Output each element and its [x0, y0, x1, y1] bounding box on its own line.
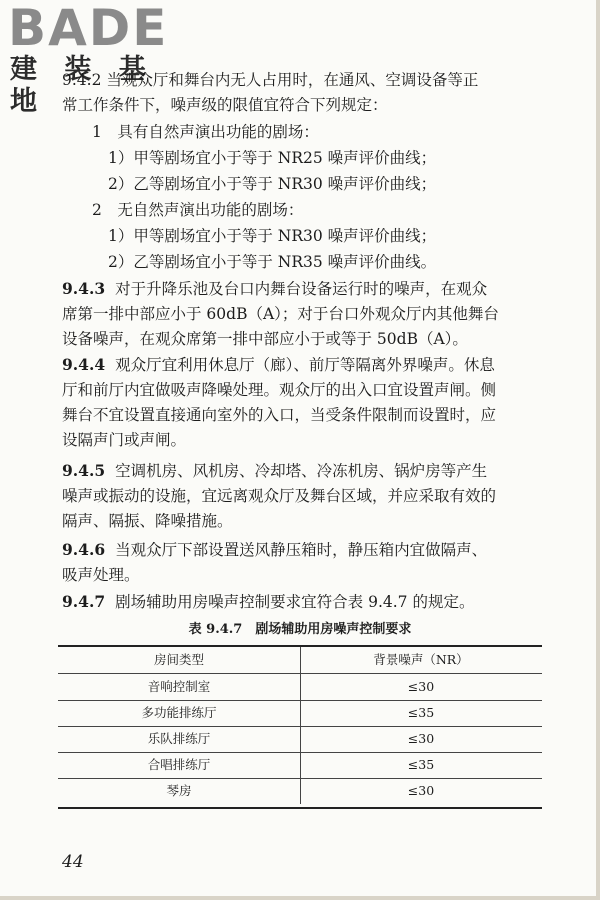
clause-944-line2: 厅和前厅内宜做吸声降噪处理。观众厅的出入口宜设置声闸。侧: [62, 381, 497, 399]
page-number: 44: [62, 852, 84, 872]
logo-brand: BADE: [8, 0, 169, 57]
room-type-cell: 合唱排练厅: [58, 752, 301, 778]
clause-945-line2: 噪声或振动的设施，宜远离观众厅及舞台区域，并应采取有效的: [62, 487, 497, 505]
room-type-cell: 多功能排练厅: [58, 700, 301, 726]
clause-944-number: 9.4.4: [62, 355, 106, 374]
item-1: 1 具有自然声演出功能的剧场：: [92, 123, 319, 141]
item-2-2: 2）乙等剧场宜小于等于 NR35 噪声评价曲线。: [108, 253, 437, 271]
clause-944-line1: 9.4.4 观众厅宜利用休息厅（廊）、前厅等隔离外界噪声。休息: [62, 355, 495, 374]
noise-control-table: [58, 645, 542, 809]
item-1-1: 1）甲等剧场宜小于等于 NR25 噪声评价曲线；: [108, 149, 437, 167]
table-row: [58, 726, 542, 753]
clause-942-line2: 常工作条件下，噪声级的限值宜符合下列规定：: [62, 96, 388, 114]
clause-943-number: 9.4.3: [62, 279, 106, 298]
room-type-cell: 琴房: [58, 778, 301, 804]
clause-945-number: 9.4.5: [62, 461, 106, 480]
table-caption: 表 9.4.7 剧场辅助用房噪声控制要求: [188, 622, 412, 637]
page-edge-right: [596, 0, 600, 900]
noise-limit-cell: ≤30: [407, 679, 435, 694]
clause-947-line1: 9.4.7 剧场辅助用房噪声控制要求宜符合表 9.4.7 的规定。: [62, 592, 475, 611]
clause-946-number: 9.4.6: [62, 540, 106, 559]
clause-942-line1: 9.4.2 当观众厅和舞台内无人占用时，在通风、空调设备等正: [62, 71, 479, 89]
clause-945-line3: 隔声、隔振、降噪措施。: [62, 512, 233, 530]
clause-947-number: 9.4.7: [62, 592, 106, 611]
clause-945-line1: 9.4.5 空调机房、风机房、冷却塔、冷冻机房、锅炉房等产生: [62, 461, 488, 480]
logo-subtitle: 建 装 基 地: [10, 54, 155, 117]
table-row: [58, 674, 542, 701]
clause-946-line1: 9.4.6 当观众厅下部设置送风静压箱时，静压箱内宜做隔声、: [62, 540, 488, 559]
header-room-type: 房间类型: [58, 647, 301, 673]
clause-943-line3: 设备噪声，在观众席第一排中部应小于或等于 50dB（A）。: [62, 330, 468, 348]
table-row: [58, 700, 542, 727]
noise-limit-cell: ≤35: [407, 705, 435, 720]
table-row: [58, 778, 542, 804]
clause-943-line2: 席第一排中部应小于 60dB（A）；对于台口外观众厅内其他舞台: [62, 305, 499, 323]
item-2-1: 1）甲等剧场宜小于等于 NR30 噪声评价曲线；: [108, 227, 437, 245]
noise-limit-cell: ≤35: [407, 757, 435, 772]
noise-limit-cell: ≤30: [407, 731, 435, 746]
clause-944-line4: 设隔声门或声闸。: [62, 431, 187, 449]
clause-946-line2: 吸声处理。: [62, 566, 140, 584]
table-row: [58, 752, 542, 779]
header-background-noise: 背景噪声（NR）: [373, 652, 469, 667]
room-type-cell: 乐队排练厅: [58, 726, 301, 752]
clause-943-line1: 9.4.3 对于升降乐池及台口内舞台设备运行时的噪声，在观众: [62, 279, 488, 298]
noise-limit-cell: ≤30: [407, 783, 435, 798]
room-type-cell: 音响控制室: [58, 674, 301, 700]
clause-944-line3: 舞台不宜设置直接通向室外的入口，当受条件限制而设置时，应: [62, 406, 497, 424]
item-2: 2 无自然声演出功能的剧场：: [92, 201, 304, 219]
page-edge-bottom: [0, 896, 600, 900]
table-header-row: [58, 647, 542, 674]
item-1-2: 2）乙等剧场宜小于等于 NR30 噪声评价曲线；: [108, 175, 437, 193]
